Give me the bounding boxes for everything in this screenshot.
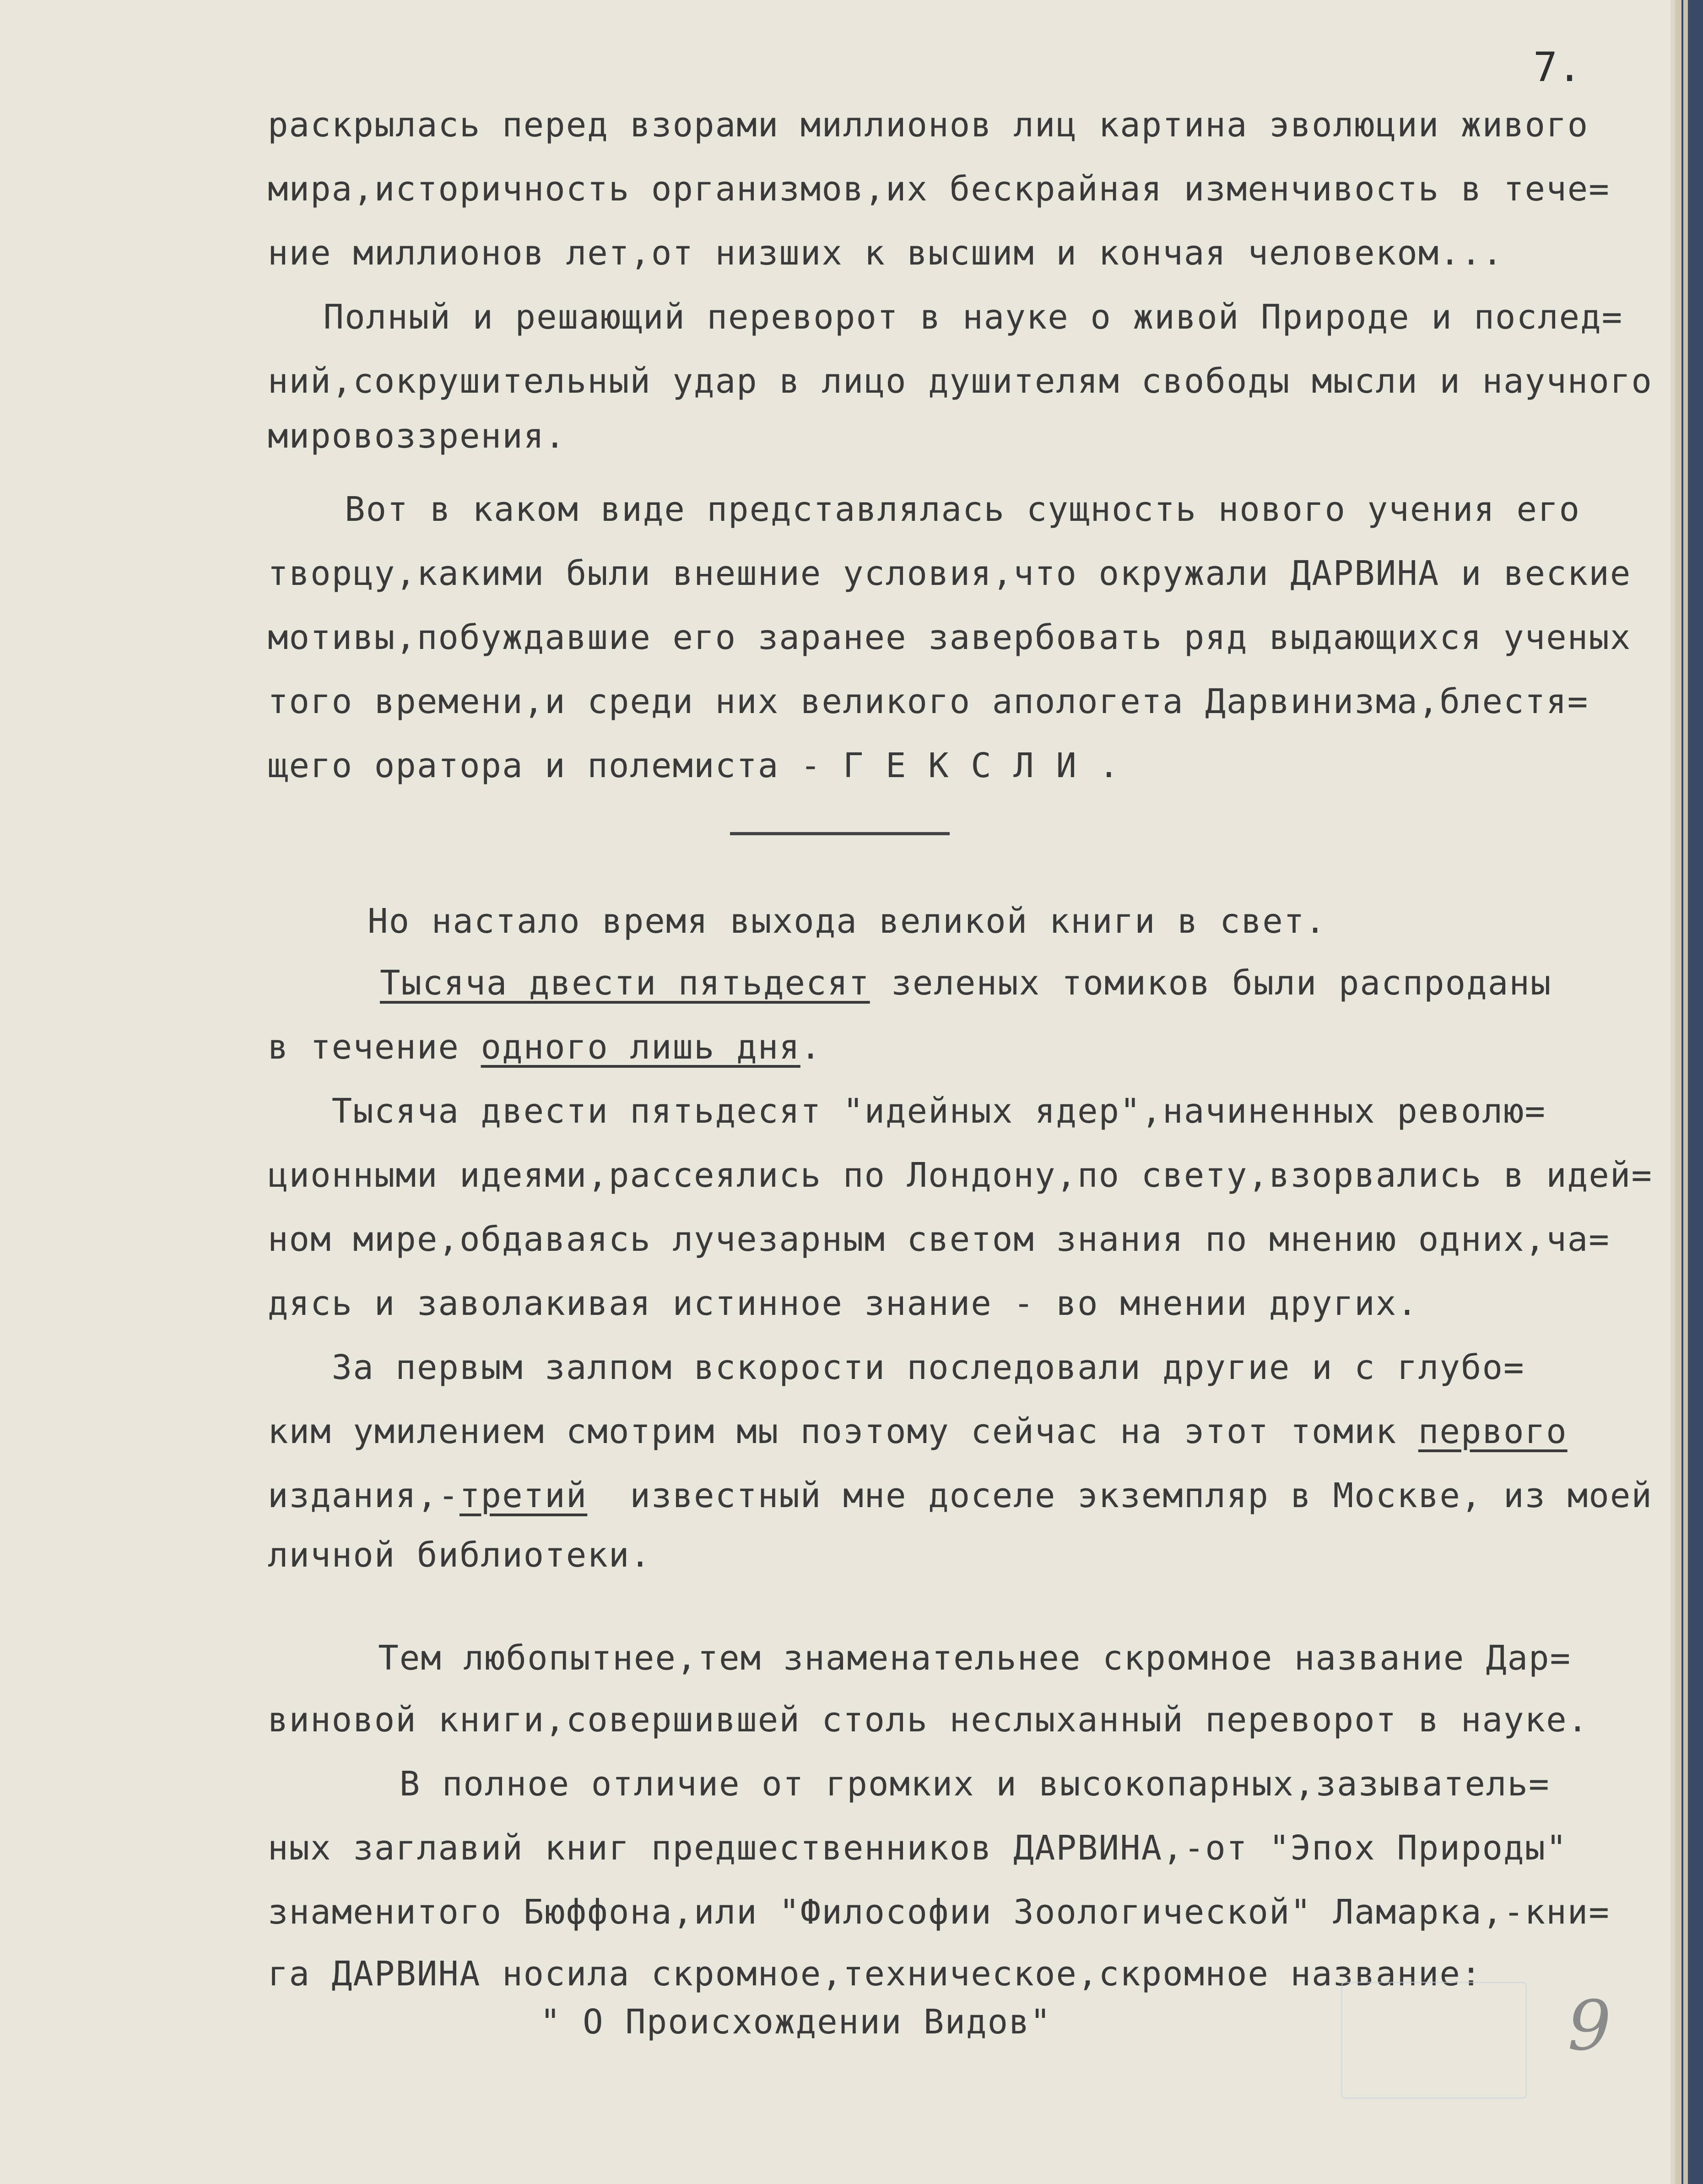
page-edge bbox=[1671, 0, 1675, 2184]
text-line: мировоззрения. bbox=[268, 416, 566, 456]
underlined-phrase: одного лишь дня bbox=[481, 1027, 800, 1067]
text-line: раскрылась перед взорами миллионов лиц картина эволюции живого bbox=[268, 105, 1589, 145]
text-line: творцу,какими были внешние условия,что окружали ДАРВИНА и веские bbox=[268, 554, 1632, 593]
text-line: За первым залпом вскорости последовали другие и с глубо= bbox=[268, 1348, 1525, 1387]
page-edge bbox=[1683, 0, 1688, 2184]
text-line: ционными идеями,рассеялись по Лондону,по свету,взорвались в идей= bbox=[268, 1156, 1653, 1195]
text-line: ном мире,обдаваясь лучезарным светом знания по мнению одних,ча= bbox=[268, 1220, 1610, 1259]
text-line: Вот в каком виде представлялась сущность нового учения его bbox=[302, 490, 1581, 529]
text-line: Тысяча двести пятьдесят "идейных ядер",начиненных револю= bbox=[268, 1092, 1546, 1131]
faint-stamp bbox=[1341, 1982, 1527, 2099]
page-number: 7. bbox=[1533, 43, 1582, 91]
page-edge bbox=[1677, 0, 1681, 2184]
pencil-folio-mark: 9 bbox=[1568, 1986, 1611, 2066]
text-line: ким умилением смотрим мы поэтому сейчас на этот томик первого bbox=[268, 1412, 1568, 1451]
book-title-line: " О Происхождении Видов" bbox=[540, 2002, 1052, 2042]
text-line: Но настало время выхода великой книги в свет. bbox=[325, 902, 1326, 941]
text-line: издания,-третий известный мне доселе экземпляр в Москве, из моей bbox=[268, 1476, 1653, 1515]
text-line: личной библиотеки. bbox=[268, 1535, 651, 1575]
text-line: в течение одного лишь дня. bbox=[268, 1027, 822, 1067]
text-line: того времени,и среди них великого апологета Дарвинизма,блестя= bbox=[268, 682, 1589, 721]
text-line: Тысяча двести пятьдесят зеленых томиков были распроданы bbox=[380, 963, 1552, 1003]
text-line: дясь и заволакивая истинное знание - во мнении других. bbox=[268, 1284, 1418, 1323]
text-line: Тем любопытнее,тем знаменательнее скромное название Дар= bbox=[293, 1638, 1572, 1678]
text-line: ных заглавий книг предшественников ДАРВИНА,-от "Эпох Природы" bbox=[268, 1828, 1568, 1868]
text-line: га ДАРВИНА носила скромное,техническое,скромное название: bbox=[268, 1954, 1482, 1994]
text-line: виновой книги,совершившей столь неслыханный переворот в науке. bbox=[268, 1700, 1589, 1740]
section-divider bbox=[730, 832, 950, 835]
text-line: ние миллионов лет,от низших к высшим и кончая человеком... bbox=[268, 233, 1504, 273]
underlined-phrase: третий bbox=[459, 1476, 588, 1515]
text-line: ний,сокрушительный удар в лицо душителям свободы мысли и научного bbox=[268, 362, 1653, 401]
underlined-phrase: первого bbox=[1418, 1412, 1568, 1451]
text-line: мира,историчность организмов,их бескрайная изменчивость в тече= bbox=[268, 169, 1610, 209]
text-line: Полный и решающий переворот в науке о живой Природе и послед= bbox=[302, 297, 1623, 337]
text-line: знаменитого Бюффона,или "Философии Зоологической" Ламарка,-кни= bbox=[268, 1892, 1610, 1932]
underlined-phrase: Тысяча двести пятьдесят bbox=[380, 963, 870, 1003]
text-line: щего оратора и полемиста - Г Е К С Л И . bbox=[268, 746, 1120, 785]
text-line: В полное отличие от громких и высокопарных,зазыватель= bbox=[293, 1764, 1550, 1804]
text-line: мотивы,побуждавшие его заранее завербовать ряд выдающихся ученых bbox=[268, 618, 1632, 657]
